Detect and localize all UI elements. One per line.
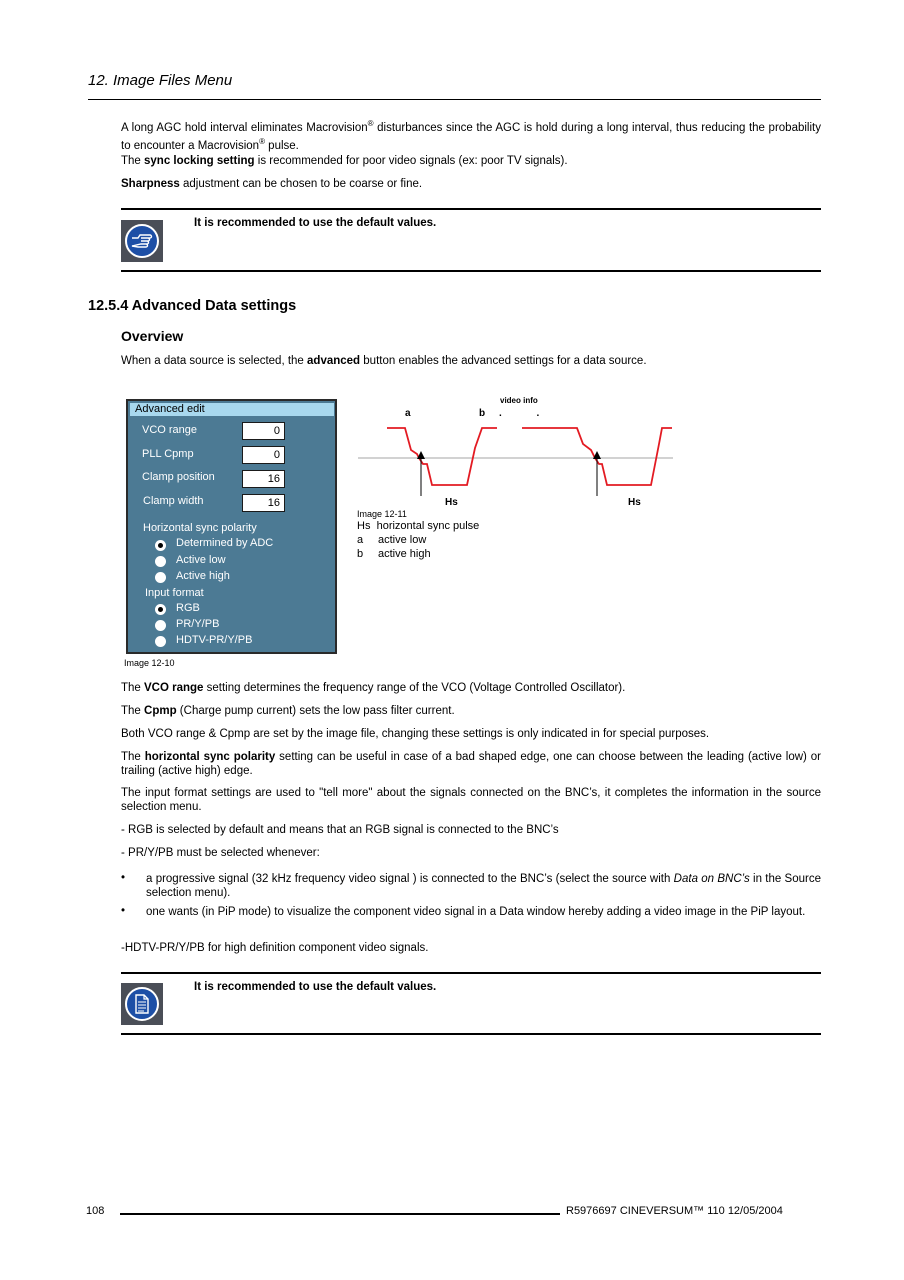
hsp-bold: horizontal sync polarity <box>144 751 276 763</box>
pll-cpmp-label: PLL Cpmp <box>142 448 194 460</box>
vco-text-2: setting determines the frequency range of the VCO (Voltage Controlled Oscillator). <box>203 682 626 694</box>
legend-b <box>357 548 431 560</box>
video-info-dots: . . <box>499 408 556 419</box>
radio-pr-y-pb[interactable] <box>155 620 166 631</box>
bullet1-text-1: a progressive signal (32 kHz frequency video signal ) is connected to the BNC’s (select the source with <box>146 873 674 885</box>
chapter-title: 12. Image Files Menu <box>88 72 233 89</box>
legend-hs-text: horizontal sync pulse <box>376 520 480 532</box>
option-pr-y-pb: PR/Y/PB <box>176 618 220 630</box>
legend-a <box>357 534 426 546</box>
vco-range-label: VCO range <box>142 424 198 436</box>
rgb-paragraph: - RGB is selected by default and means that an RGB signal is connected to the BNC’s <box>121 824 559 836</box>
agc-text-3: pulse. <box>264 139 299 152</box>
overview-paragraph <box>121 354 821 368</box>
sync-locking-paragraph <box>121 154 821 168</box>
legend-b-text: active high <box>378 548 431 560</box>
sync-pulse-diagram <box>355 392 685 514</box>
radio-active-low[interactable] <box>155 556 166 567</box>
overview-text-2: button enables the advanced settings for a data source. <box>360 355 647 367</box>
clamp-position-label: Clamp position <box>142 471 215 483</box>
clamp-position-field[interactable]: 16 <box>242 470 285 488</box>
note1-top-rule <box>121 208 821 210</box>
label-b: b <box>479 408 486 419</box>
panel-title: Advanced edit <box>130 403 334 416</box>
label-a: a <box>405 408 411 419</box>
vco-text-1: The <box>121 682 145 694</box>
legend-hs <box>357 520 479 532</box>
signal-left <box>387 428 497 485</box>
bullet-1-text <box>146 872 821 900</box>
agc-text-2: disturbances since the AGC is hold during a long interval, thus reducing the probability to encounter a Macrovision <box>121 121 821 152</box>
pll-cpmp-field[interactable]: 0 <box>242 446 285 464</box>
page-number: 108 <box>86 1205 105 1217</box>
header-rule <box>88 99 821 100</box>
bullet-2-marker: • <box>121 905 126 917</box>
clamp-width-label: Clamp width <box>143 495 204 507</box>
cpmp-paragraph <box>121 704 821 718</box>
option-rgb: RGB <box>176 602 200 614</box>
overview-bold: advanced <box>307 355 361 367</box>
input-format-paragraph: The input format settings are used to "tell more" about the signals connected on the BNC’s, it completes the information in the source selection menu. <box>121 787 821 813</box>
image-12-11-caption: Image 12-11 <box>357 509 407 519</box>
bullet1-italic: Data on BNC’s <box>673 873 750 885</box>
bullet1-text-2: in the Source selection menu). <box>146 873 821 899</box>
hsp-text-1: The <box>121 751 145 763</box>
radio-determined-by-adc[interactable] <box>155 540 166 551</box>
clamp-width-field[interactable]: 16 <box>242 494 285 512</box>
pointing-hand-icon <box>125 224 159 258</box>
option-active-high: Active high <box>176 570 230 582</box>
vco-bold: VCO range <box>144 682 204 694</box>
hsync-polarity-label: Horizontal sync polarity <box>143 522 257 534</box>
footer-rule <box>120 1213 560 1215</box>
bullet-1-marker: • <box>121 872 126 884</box>
option-hdtv-pr-y-pb: HDTV-PR/Y/PB <box>176 634 253 646</box>
cpmp-text-1: The <box>121 705 145 717</box>
hs-label-right: Hs <box>628 497 641 508</box>
pr-y-pb-paragraph: - PR/Y/PB must be selected whenever: <box>121 847 320 859</box>
sharpness-text: adjustment can be chosen to be coarse or fine. <box>179 178 423 190</box>
option-active-low: Active low <box>176 554 226 566</box>
footer-doc-ref: R5976697 CINEVERSUM™ 110 12/05/2004 <box>566 1205 783 1217</box>
note1-icon-box <box>121 220 163 262</box>
bullet-2-text: one wants (in PiP mode) to visualize the component video signal in a Data window hereby adding a video image in the PiP layout. <box>146 906 806 918</box>
note2-bottom-rule <box>121 1033 821 1035</box>
vco-range-field[interactable]: 0 <box>242 422 285 440</box>
note2-text: It is recommended to use the default values. <box>194 981 437 993</box>
sharpness-bold: Sharpness <box>121 178 180 190</box>
advanced-edit-panel <box>126 399 337 654</box>
hdtv-paragraph: -HDTV-PR/Y/PB for high definition component video signals. <box>121 942 429 954</box>
radio-active-high[interactable] <box>155 572 166 583</box>
agc-paragraph <box>121 117 821 153</box>
radio-rgb[interactable] <box>155 604 166 615</box>
note2-icon-box <box>121 983 163 1025</box>
cpmp-bold: Cpmp <box>144 705 177 717</box>
option-determined-by-adc: Determined by ADC <box>176 537 274 549</box>
registered-mark-2: ® <box>259 136 265 146</box>
video-info-label: video info <box>500 396 538 405</box>
note1-text: It is recommended to use the default values. <box>194 217 437 229</box>
sync-text-2: is recommended for poor video signals (ex: poor TV signals). <box>254 155 568 167</box>
overview-heading: Overview <box>121 328 184 344</box>
overview-text-1: When a data source is selected, the <box>121 355 308 367</box>
vco-paragraph <box>121 681 821 695</box>
sync-text-1: The <box>121 155 145 167</box>
hsync-paragraph <box>121 750 821 778</box>
sharpness-paragraph <box>121 177 821 191</box>
legend-a-text: active low <box>378 534 427 546</box>
note2-top-rule <box>121 972 821 974</box>
cpmp-text-2: (Charge pump current) sets the low pass filter current. <box>176 705 455 717</box>
agc-text-1: A long AGC hold interval eliminates Macrovision <box>121 121 368 134</box>
legend-b-key: b <box>357 548 364 560</box>
section-heading: 12.5.4 Advanced Data settings <box>88 298 297 314</box>
radio-hdtv-pr-y-pb[interactable] <box>155 636 166 647</box>
input-format-label: Input format <box>145 587 204 599</box>
legend-a-key: a <box>357 534 364 546</box>
sync-bold: sync locking setting <box>144 155 255 167</box>
registered-mark: ® <box>367 119 374 128</box>
hsp-text-2: setting can be useful in case of a bad shaped edge, one can choose between the leading (active low) or trailing (active high) edge. <box>121 751 821 777</box>
note1-bottom-rule <box>121 270 821 272</box>
both-paragraph: Both VCO range & Cpmp are set by the image file, changing these settings is only indicated in for special purposes. <box>121 728 710 740</box>
image-12-10-caption: Image 12-10 <box>124 658 175 668</box>
legend-hs-key: Hs <box>357 520 371 532</box>
hs-label-left: Hs <box>445 497 458 508</box>
document-icon <box>125 987 159 1021</box>
